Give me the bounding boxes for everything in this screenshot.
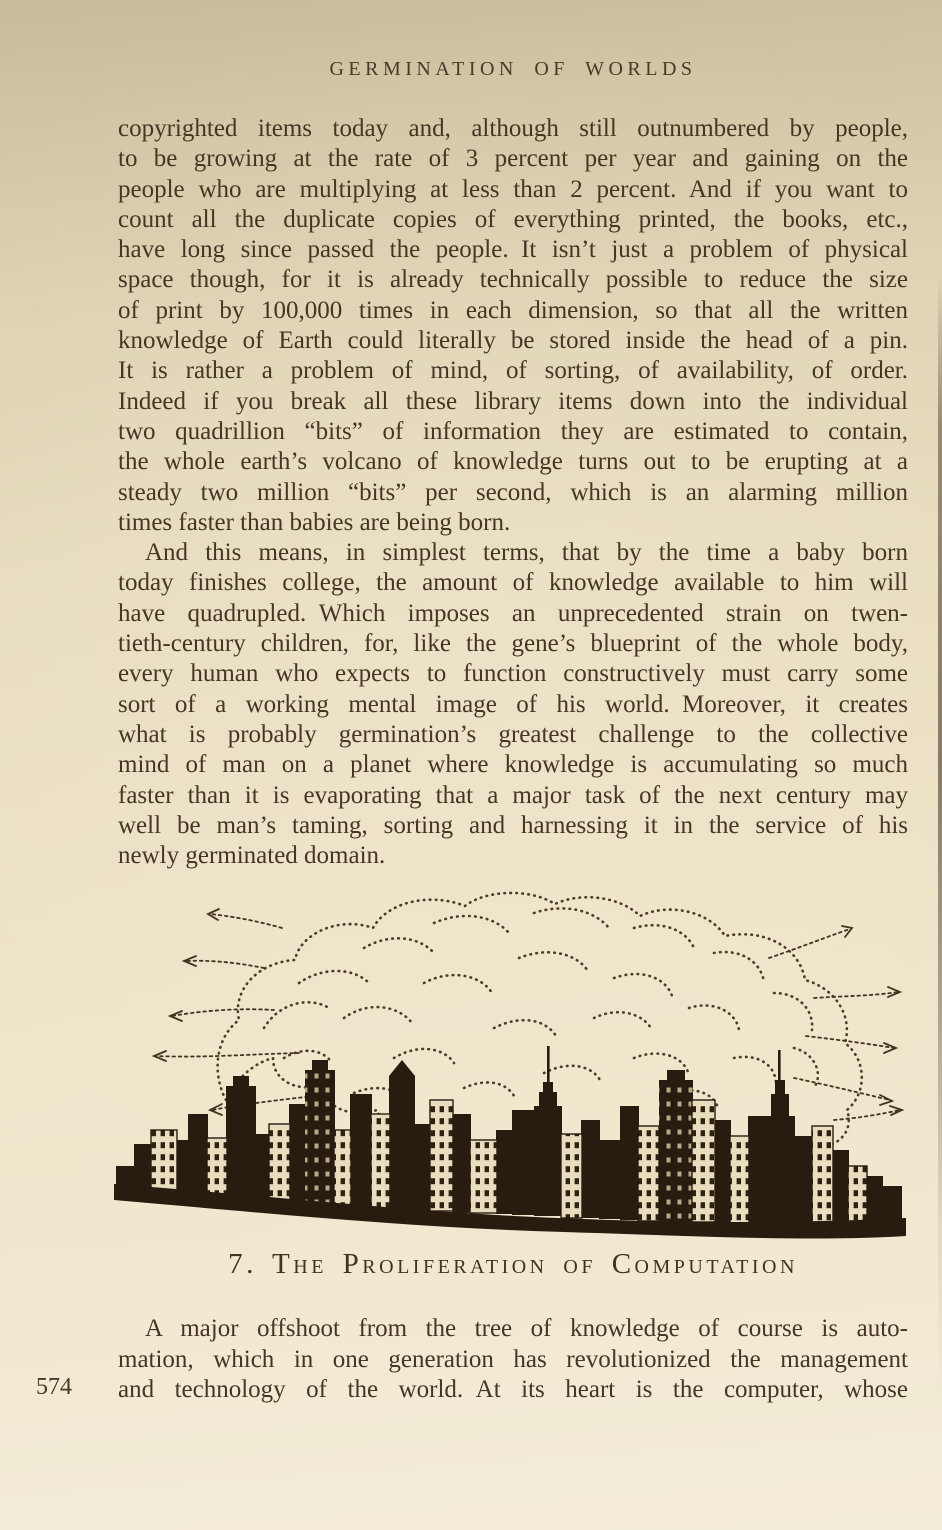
paragraph-3 <box>118 1314 908 1406</box>
brain-cloud-city-illustration <box>114 888 906 1240</box>
text-line: copyrighted items today and, although still outnumbered by people, <box>118 115 908 142</box>
text-line: people who are multiplying at less than 2 percent. And if you want to <box>118 175 908 203</box>
text-line: mation, which in one generation has revolutionized the management <box>118 1345 908 1373</box>
body-text <box>118 114 908 871</box>
text-line: have quadrupled. Which imposes an unprecedented strain on twen- <box>118 599 908 627</box>
arrowheads <box>154 909 902 1115</box>
text-line: every human who expects to function constructively must carry some <box>118 660 908 688</box>
text-line: faster than it is evaporating that a major task of the next century may <box>118 781 908 809</box>
radiating-arrows <box>156 914 900 1120</box>
text-line: space though, for it is already technically possible to reduce the size <box>118 266 908 294</box>
paragraph-2 <box>118 538 908 871</box>
city-skyline <box>114 1046 906 1239</box>
page-edge-shadow <box>938 0 942 1530</box>
text-line: And this means, in simplest terms, that by the time a baby born <box>145 539 908 567</box>
text-line: newly germinated domain. <box>118 842 386 870</box>
text-line: count all the duplicate copies of everything printed, the books, etc., <box>118 205 908 233</box>
text-line: It is rather a problem of mind, of sorting, of availability, of order. <box>118 357 908 385</box>
text-line: and technology of the world. At its heart is the computer, whose <box>118 1376 908 1403</box>
text-line: to be growing at the rate of 3 percent per year and gaining on the <box>118 145 908 173</box>
running-header: GERMINATION OF WORLDS <box>329 58 697 80</box>
text-line: today finishes college, the amount of knowledge available to him will <box>118 569 908 597</box>
text-line: steady two million “bits” per second, which is an alarming million <box>118 478 908 506</box>
text-line: times faster than babies are being born. <box>118 508 511 536</box>
text-line: have long since passed the people. It isn’t just a problem of physical <box>118 236 908 264</box>
text-line: knowledge of Earth could literally be stored inside the head of a pin. <box>118 327 908 355</box>
text-line: A major offshoot from the tree of knowledge of course is auto- <box>145 1315 908 1342</box>
text-line: two quadrillion “bits” of information they are estimated to contain, <box>118 417 908 445</box>
text-line: sort of a working mental image of his world. Moreover, it creates <box>118 690 908 718</box>
text-line: of print by 100,000 times in each dimension, so that all the written <box>118 296 908 324</box>
illustration-svg <box>114 888 906 1240</box>
text-line: mind of man on a planet where knowledge is accumulating so much <box>118 751 908 779</box>
text-line: tieth-century children, for, like the gene’s blueprint of the whole body, <box>118 630 908 658</box>
paragraph-1 <box>118 114 908 538</box>
page-number: 574 <box>36 1374 72 1400</box>
text-line: the whole earth’s volcano of knowledge turns out to be erupting at a <box>118 448 908 476</box>
section-heading: 7. The Proliferation of Computation <box>228 1248 798 1280</box>
text-line: what is probably germination’s greatest challenge to the collective <box>118 720 908 748</box>
text-line: well be man’s taming, sorting and harnessing it in the service of his <box>118 811 908 839</box>
text-line: Indeed if you break all these library items down into the individual <box>118 387 908 415</box>
